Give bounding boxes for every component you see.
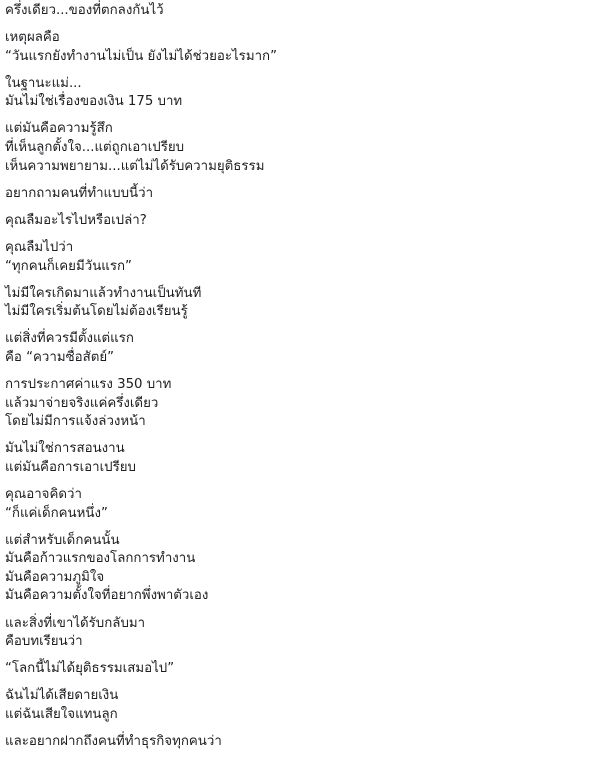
text-line: คุณลืมไปว่า xyxy=(5,239,74,255)
text-line: แต่มันคือการเอาเปรียบ xyxy=(5,459,136,475)
text-line: แต่สิ่งที่ควรมีตั้งแต่แรก xyxy=(5,331,134,347)
text-line: คุณลืมอะไรไปหรือเปล่า? xyxy=(5,212,147,228)
text-line: มันไม่ใช่การสอนงาน xyxy=(5,441,125,457)
paragraph xyxy=(5,29,595,66)
text-line: มันไม่ใช่เรื่องของเงิน 175 บาท xyxy=(5,94,183,110)
paragraph xyxy=(5,239,595,276)
post-body xyxy=(5,2,595,760)
text-line: มันคือความภูมิใจ xyxy=(5,569,105,585)
text-line: โดยไม่มีการแจ้งล่วงหน้า xyxy=(5,414,146,430)
text-line: การประกาศค่าแรง 350 บาท xyxy=(5,377,172,392)
paragraph xyxy=(5,330,595,367)
paragraph xyxy=(5,185,595,204)
paragraph xyxy=(5,120,595,176)
paragraph xyxy=(5,687,595,724)
paragraph xyxy=(5,212,595,231)
paragraph xyxy=(5,285,595,322)
text-line: ที่เห็นลูกตั้งใจ...แต่ถูกเอาเปรียบ xyxy=(5,140,185,156)
paragraph xyxy=(5,486,595,523)
text-line: แต่มันคือความรู้สึก xyxy=(5,121,113,137)
text-line: แล้วมาจ่ายจริงแค่ครึ่งเดียว xyxy=(5,395,159,411)
text-line: “โลกนี้ไม่ได้ยุติธรรมเสมอไป” xyxy=(5,661,175,677)
text-line: มันคือความตั้งใจที่อยากพึ่งพาตัวเอง xyxy=(5,588,209,604)
paragraph xyxy=(5,733,595,752)
text-line: แต่ฉันเสียใจแทนลูก xyxy=(5,706,118,722)
text-line: ครึ่งเดียว...ของที่ตกลงกันไว้ xyxy=(5,3,164,18)
paragraph xyxy=(5,376,595,432)
paragraph xyxy=(5,440,595,477)
text-line: และสิ่งที่เขาได้รับกลับมา xyxy=(5,615,146,631)
text-line: เหตุผลคือ xyxy=(5,30,60,46)
text-line: เห็นความพยายาม...แต่ไม่ได้รับความยุติธรรม xyxy=(5,158,265,174)
paragraph xyxy=(5,75,595,112)
text-line: คุณอาจคิดว่า xyxy=(5,486,82,502)
text-line: “ทุกคนก็เคยมีวันแรก” xyxy=(5,258,132,274)
text-line: แต่สำหรับเด็กคนนั้น xyxy=(5,532,120,548)
paragraph xyxy=(5,532,595,606)
paragraph xyxy=(5,2,595,21)
text-line: “วันแรกยังทำงานไม่เป็น ยังไม่ได้ช่วยอะไรมาก” xyxy=(5,48,277,64)
text-line: ไม่มีใครเกิดมาแล้วทำงานเป็นทันที xyxy=(5,285,202,301)
text-line: ฉันไม่ได้เสียดายเงิน xyxy=(5,688,119,704)
paragraph xyxy=(5,660,595,679)
text-line: ไม่มีใครเริ่มต้นโดยไม่ต้องเรียนรู้ xyxy=(5,304,188,320)
text-line: ในฐานะแม่... xyxy=(5,75,82,91)
text-line: มันคือก้าวแรกของโลกการทำงาน xyxy=(5,551,196,567)
text-line: อยากถามคนที่ทำแบบนี้ว่า xyxy=(5,185,154,201)
text-line: คือ “ความซื่อสัตย์” xyxy=(5,349,115,365)
text-line: “ก็แค่เด็กคนหนึ่ง” xyxy=(5,505,108,521)
text-line: และอยากฝากถึงคนที่ทำธุรกิจทุกคนว่า xyxy=(5,734,222,749)
text-line: คือบทเรียนว่า xyxy=(5,634,83,650)
paragraph xyxy=(5,615,595,652)
